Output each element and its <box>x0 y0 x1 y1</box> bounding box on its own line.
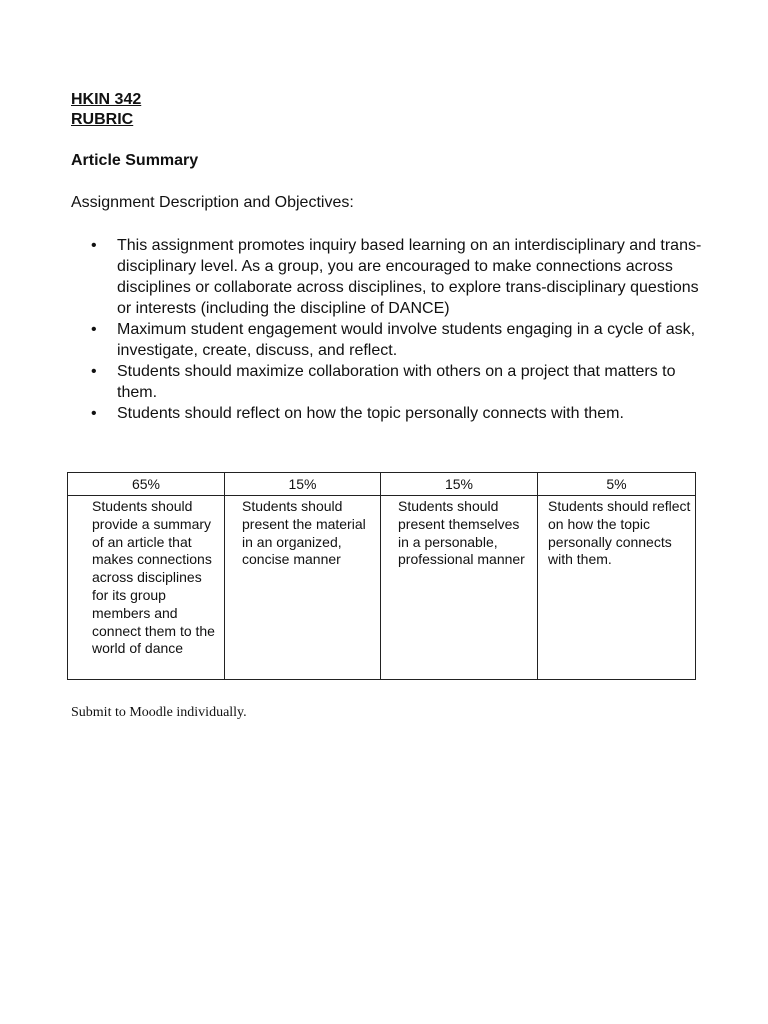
weight-header: 65% <box>68 473 225 496</box>
bullet-icon: • <box>91 405 97 422</box>
weight-header: 5% <box>538 473 696 496</box>
objectives-list <box>71 235 711 424</box>
bullet-icon: • <box>91 237 97 254</box>
objective-item <box>71 361 707 403</box>
course-code: HKIN 342 <box>71 91 142 108</box>
objective-item <box>71 319 707 361</box>
rubric-criteria-row <box>68 496 696 680</box>
objective-text: Students should maximize collaboration with others on a project that matters to them. <box>117 363 676 401</box>
submission-note: Submit to Moodle individually. <box>71 705 247 720</box>
document-type-label: RUBRIC <box>71 111 134 128</box>
objective-text: Maximum student engagement would involve students engaging in a cycle of ask, investigate, create, discuss, and reflect. <box>117 321 696 359</box>
objective-item <box>71 403 707 424</box>
document-page <box>71 90 711 424</box>
objective-text: Students should reflect on how the topic personally connects with them. <box>117 405 624 422</box>
assignment-title: Article Summary <box>71 152 199 169</box>
rubric-header-row <box>68 473 696 496</box>
objective-item <box>71 235 707 319</box>
weight-header: 15% <box>225 473 381 496</box>
objectives-heading: Assignment Description and Objectives: <box>71 194 354 211</box>
objective-text: This assignment promotes inquiry based learning on an interdisciplinary and trans-disciplinary level. As a group, you are encouraged to make connections across disciplines or collaborate across disciplines, to explore trans-disciplinary questions or interests (including the discipline of DANCE) <box>117 237 702 317</box>
criterion-cell: Students should reflect on how the topic personally connects with them. <box>538 496 696 680</box>
bullet-icon: • <box>91 363 97 380</box>
rubric-table <box>67 472 696 680</box>
bullet-icon: • <box>91 321 97 338</box>
weight-header: 15% <box>381 473 538 496</box>
criterion-cell: Students should provide a summary of an article that makes connections across disciplines for its group members and connect them to the world of dance <box>68 496 225 680</box>
criterion-cell: Students should present the material in an organized, concise manner <box>225 496 381 680</box>
criterion-cell: Students should present themselves in a personable, professional manner <box>381 496 538 680</box>
